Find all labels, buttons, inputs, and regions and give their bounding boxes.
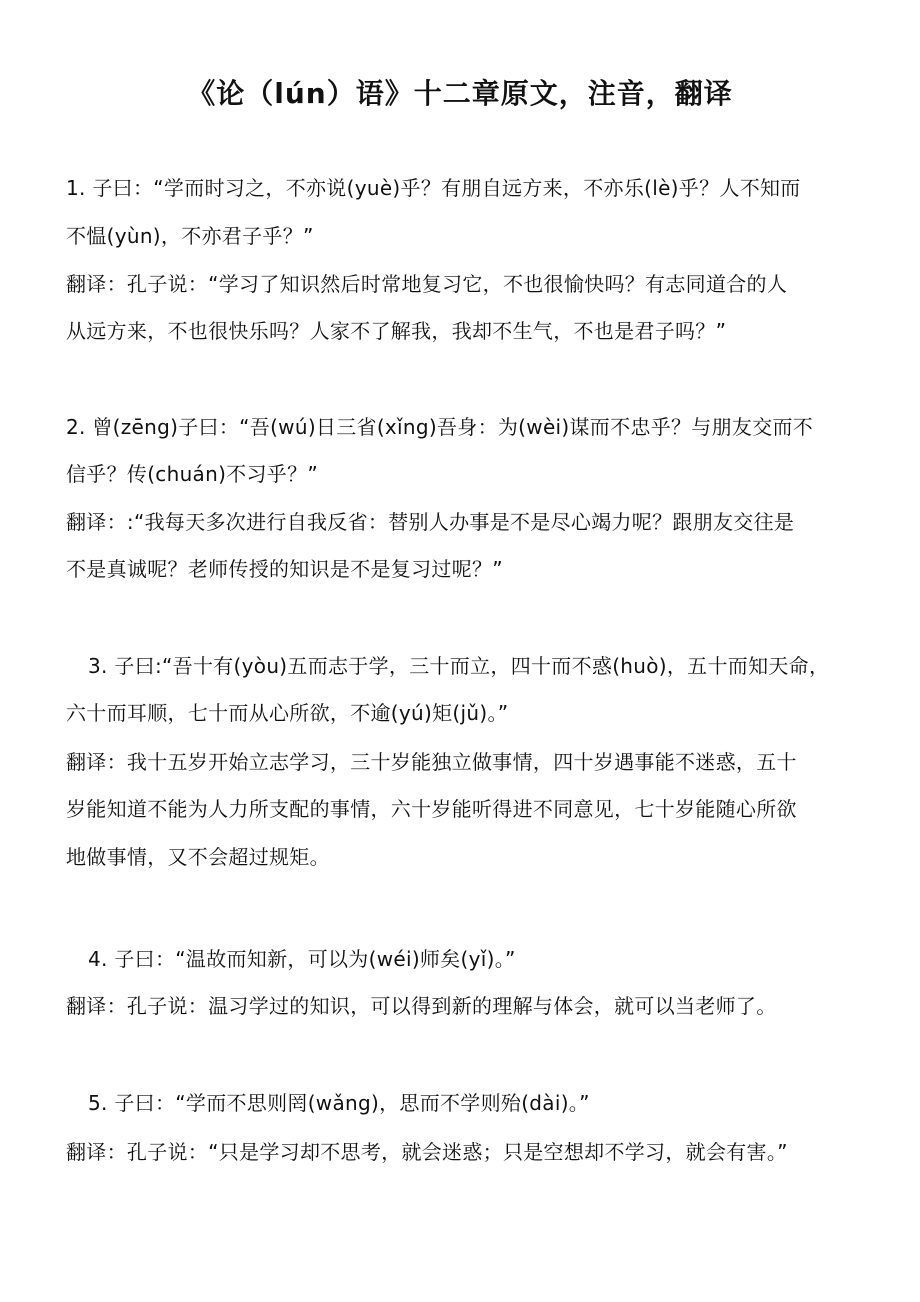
translation-line: 翻译：:“我每天多次进行自我反省：替别人办事是不是尽心竭力呢？跟朋友交往是 xyxy=(66,510,795,534)
translation-line: 翻译：孔子说：“只是学习却不思考，就会迷惑；只是空想却不学习，就会有害。” xyxy=(66,1140,788,1164)
original-text-line: 5. 子曰：“学而不思则罔(wǎng)，思而不学则殆(dài)。” xyxy=(88,1091,590,1115)
translation-line: 翻译：孔子说：温习学过的知识，可以得到新的理解与体会，就可以当老师了。 xyxy=(66,994,777,1018)
page-title: 《论（lún）语》十二章原文，注音，翻译 xyxy=(187,77,733,110)
original-text-line: 3. 子曰:“吾十有(yòu)五而志于学，三十而立，四十而不惑(huò)，五十而知天命， xyxy=(88,654,830,678)
translation-line: 翻译：孔子说：“学习了知识然后时常地复习它，不也很愉快吗？有志同道合的人 xyxy=(66,272,788,296)
translation-line: 从远方来，不也很快乐吗？人家不了解我，我却不生气，不也是君子吗？” xyxy=(66,319,727,343)
translation-line: 翻译：我十五岁开始立志学习，三十岁能独立做事情，四十岁遇事能不迷惑，五十 xyxy=(66,750,797,774)
original-text-line: 2. 曾(zēng)子曰：“吾(wú)日三省(xǐng)吾身：为(wèi)谋而不忠乎？与朋友交而不 xyxy=(66,415,814,439)
original-text-line: 信乎？传(chuán)不习乎？” xyxy=(66,462,319,486)
original-text-line: 1. 子曰：“学而时习之，不亦说(yuè)乎？有朋自远方来，不亦乐(lè)乎？人不知而 xyxy=(66,176,801,200)
translation-line: 地做事情，又不会超过规矩。 xyxy=(66,845,330,869)
original-text-line: 不愠(yùn)，不亦君子乎？” xyxy=(66,224,314,248)
translation-line: 不是真诚呢？老师传授的知识是不是复习过呢？” xyxy=(66,557,503,581)
translation-line: 岁能知道不能为人力所支配的事情，六十岁能听得进不同意见，七十岁能随心所欲 xyxy=(66,797,797,821)
original-text-line: 六十而耳顺，七十而从心所欲，不逾(yú)矩(jǔ)。” xyxy=(66,701,509,725)
original-text-line: 4. 子曰：“温故而知新，可以为(wéi)师矣(yǐ)。” xyxy=(88,947,516,971)
